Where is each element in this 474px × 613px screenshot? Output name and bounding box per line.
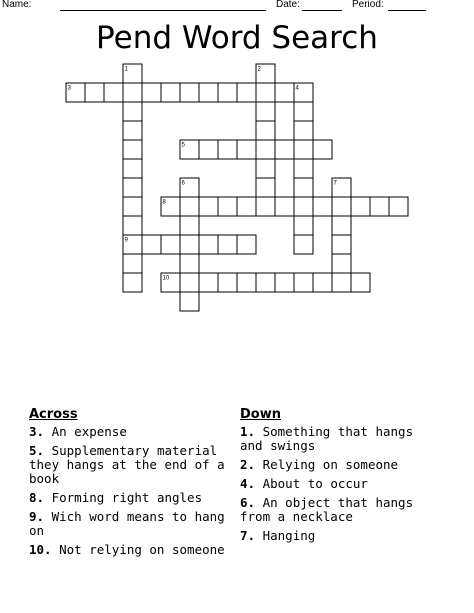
clue-text: Something that hangs and swings [240, 424, 414, 453]
grid-cell[interactable] [294, 235, 313, 254]
grid-cell[interactable] [351, 273, 370, 292]
grid-cell[interactable] [294, 216, 313, 235]
grid-cell[interactable] [161, 83, 180, 102]
cell-number: 1 [124, 66, 128, 73]
cell-number: 8 [162, 199, 166, 206]
grid-cell[interactable] [294, 273, 313, 292]
grid-cell[interactable] [123, 178, 142, 197]
grid-cell[interactable] [256, 273, 275, 292]
clue-number: 7. [240, 528, 256, 543]
grid-cell[interactable] [275, 197, 294, 216]
across-heading: Across [29, 407, 78, 422]
grid-cell[interactable] [85, 83, 104, 102]
cell-number: 6 [181, 180, 185, 187]
grid-cell[interactable] [180, 83, 199, 102]
grid-cell[interactable] [332, 216, 351, 235]
clue-text: An expense [44, 424, 127, 439]
grid-cell[interactable] [332, 273, 351, 292]
cell-number: 2 [257, 66, 261, 73]
cell-number: 9 [124, 237, 128, 244]
grid-cell[interactable] [180, 235, 199, 254]
down-clue [240, 529, 440, 543]
clue-number: 4. [240, 476, 256, 491]
grid-cell[interactable] [199, 197, 218, 216]
name-label: Name: [2, 0, 32, 10]
down-clues [240, 408, 440, 548]
grid-cell[interactable] [199, 140, 218, 159]
grid-cell[interactable] [294, 159, 313, 178]
grid-cell[interactable] [237, 83, 256, 102]
clue-text: Forming right angles [44, 490, 203, 505]
clue-text: Wich word means to hang on [29, 509, 225, 538]
cell-number: 3 [67, 85, 71, 92]
grid-cell[interactable] [199, 235, 218, 254]
across-clue [29, 425, 239, 439]
grid-cell[interactable] [313, 140, 332, 159]
clue-number: 3. [29, 424, 45, 439]
across-clue [29, 510, 239, 538]
cell-number: 10 [162, 275, 170, 282]
period-label: Period: [352, 0, 384, 10]
grid-cell[interactable] [180, 273, 199, 292]
cell-number: 4 [295, 85, 299, 92]
across-clue [29, 491, 239, 505]
grid-cell[interactable] [218, 140, 237, 159]
clue-text: About to occur [255, 476, 368, 491]
grid-cell[interactable] [275, 83, 294, 102]
clue-number: 2. [240, 457, 256, 472]
down-clue [240, 458, 440, 472]
page-title: Pend Word Search [96, 20, 378, 56]
clue-number: 10. [29, 542, 52, 557]
grid-cell[interactable] [256, 121, 275, 140]
grid-cell[interactable] [237, 235, 256, 254]
grid-cell[interactable] [123, 83, 142, 102]
clue-text: Hanging [255, 528, 316, 543]
grid-cell[interactable] [218, 235, 237, 254]
grid-cell[interactable] [332, 197, 351, 216]
grid-cell[interactable] [275, 140, 294, 159]
grid-cell[interactable] [180, 254, 199, 273]
cell-number: 7 [333, 180, 337, 187]
clue-text: Not relying on someone [51, 542, 225, 557]
down-clue [240, 425, 440, 453]
grid-cell[interactable] [332, 254, 351, 273]
grid-cell[interactable] [256, 102, 275, 121]
grid-cell[interactable] [370, 197, 389, 216]
down-clue [240, 477, 440, 491]
grid-cell[interactable] [180, 292, 199, 311]
grid-cell[interactable] [218, 273, 237, 292]
grid-cell[interactable] [313, 273, 332, 292]
grid-cell[interactable] [237, 197, 256, 216]
grid-cell[interactable] [180, 197, 199, 216]
grid-cell[interactable] [123, 216, 142, 235]
grid-cell[interactable] [275, 273, 294, 292]
grid-cell[interactable] [313, 197, 332, 216]
down-clue [240, 496, 440, 524]
grid-cell[interactable] [256, 159, 275, 178]
across-clues [29, 408, 239, 562]
across-clue [29, 444, 239, 486]
down-heading: Down [240, 407, 281, 422]
grid-cell[interactable] [294, 140, 313, 159]
grid-cell[interactable] [256, 140, 275, 159]
grid-cell[interactable] [237, 273, 256, 292]
grid-cell[interactable] [332, 235, 351, 254]
cell-number: 5 [181, 142, 185, 149]
clue-number: 6. [240, 495, 256, 510]
grid-cell[interactable] [389, 197, 408, 216]
grid-cell[interactable] [256, 178, 275, 197]
grid-cell[interactable] [294, 197, 313, 216]
grid-cell[interactable] [351, 197, 370, 216]
grid-cell[interactable] [123, 140, 142, 159]
across-clue [29, 543, 239, 557]
grid-cell[interactable] [142, 83, 161, 102]
grid-cell[interactable] [294, 121, 313, 140]
grid-cell[interactable] [218, 83, 237, 102]
grid-cell[interactable] [123, 159, 142, 178]
grid-cell[interactable] [123, 273, 142, 292]
date-label: Date: [276, 0, 300, 10]
clue-text: An object that hangs from a necklace [240, 495, 414, 524]
grid-cell[interactable] [256, 83, 275, 102]
grid-cell[interactable] [123, 197, 142, 216]
grid-cell[interactable] [237, 140, 256, 159]
grid-cell[interactable] [256, 197, 275, 216]
clue-text: Supplementary material they hangs at the end of a book [29, 443, 225, 486]
grid-cell[interactable] [180, 216, 199, 235]
grid-cell[interactable] [142, 235, 161, 254]
clue-number: 8. [29, 490, 45, 505]
clue-number: 5. [29, 443, 45, 458]
grid-cell[interactable] [294, 102, 313, 121]
grid-cell[interactable] [199, 273, 218, 292]
grid-cell[interactable] [218, 197, 237, 216]
grid-cell[interactable] [123, 121, 142, 140]
grid-cell[interactable] [199, 83, 218, 102]
clue-number: 9. [29, 509, 45, 524]
grid-cell[interactable] [294, 178, 313, 197]
clue-number: 1. [240, 424, 256, 439]
grid-cell[interactable] [161, 235, 180, 254]
clue-text: Relying on someone [255, 457, 399, 472]
grid-cell[interactable] [104, 83, 123, 102]
grid-cell[interactable] [123, 254, 142, 273]
grid-cell[interactable] [123, 102, 142, 121]
